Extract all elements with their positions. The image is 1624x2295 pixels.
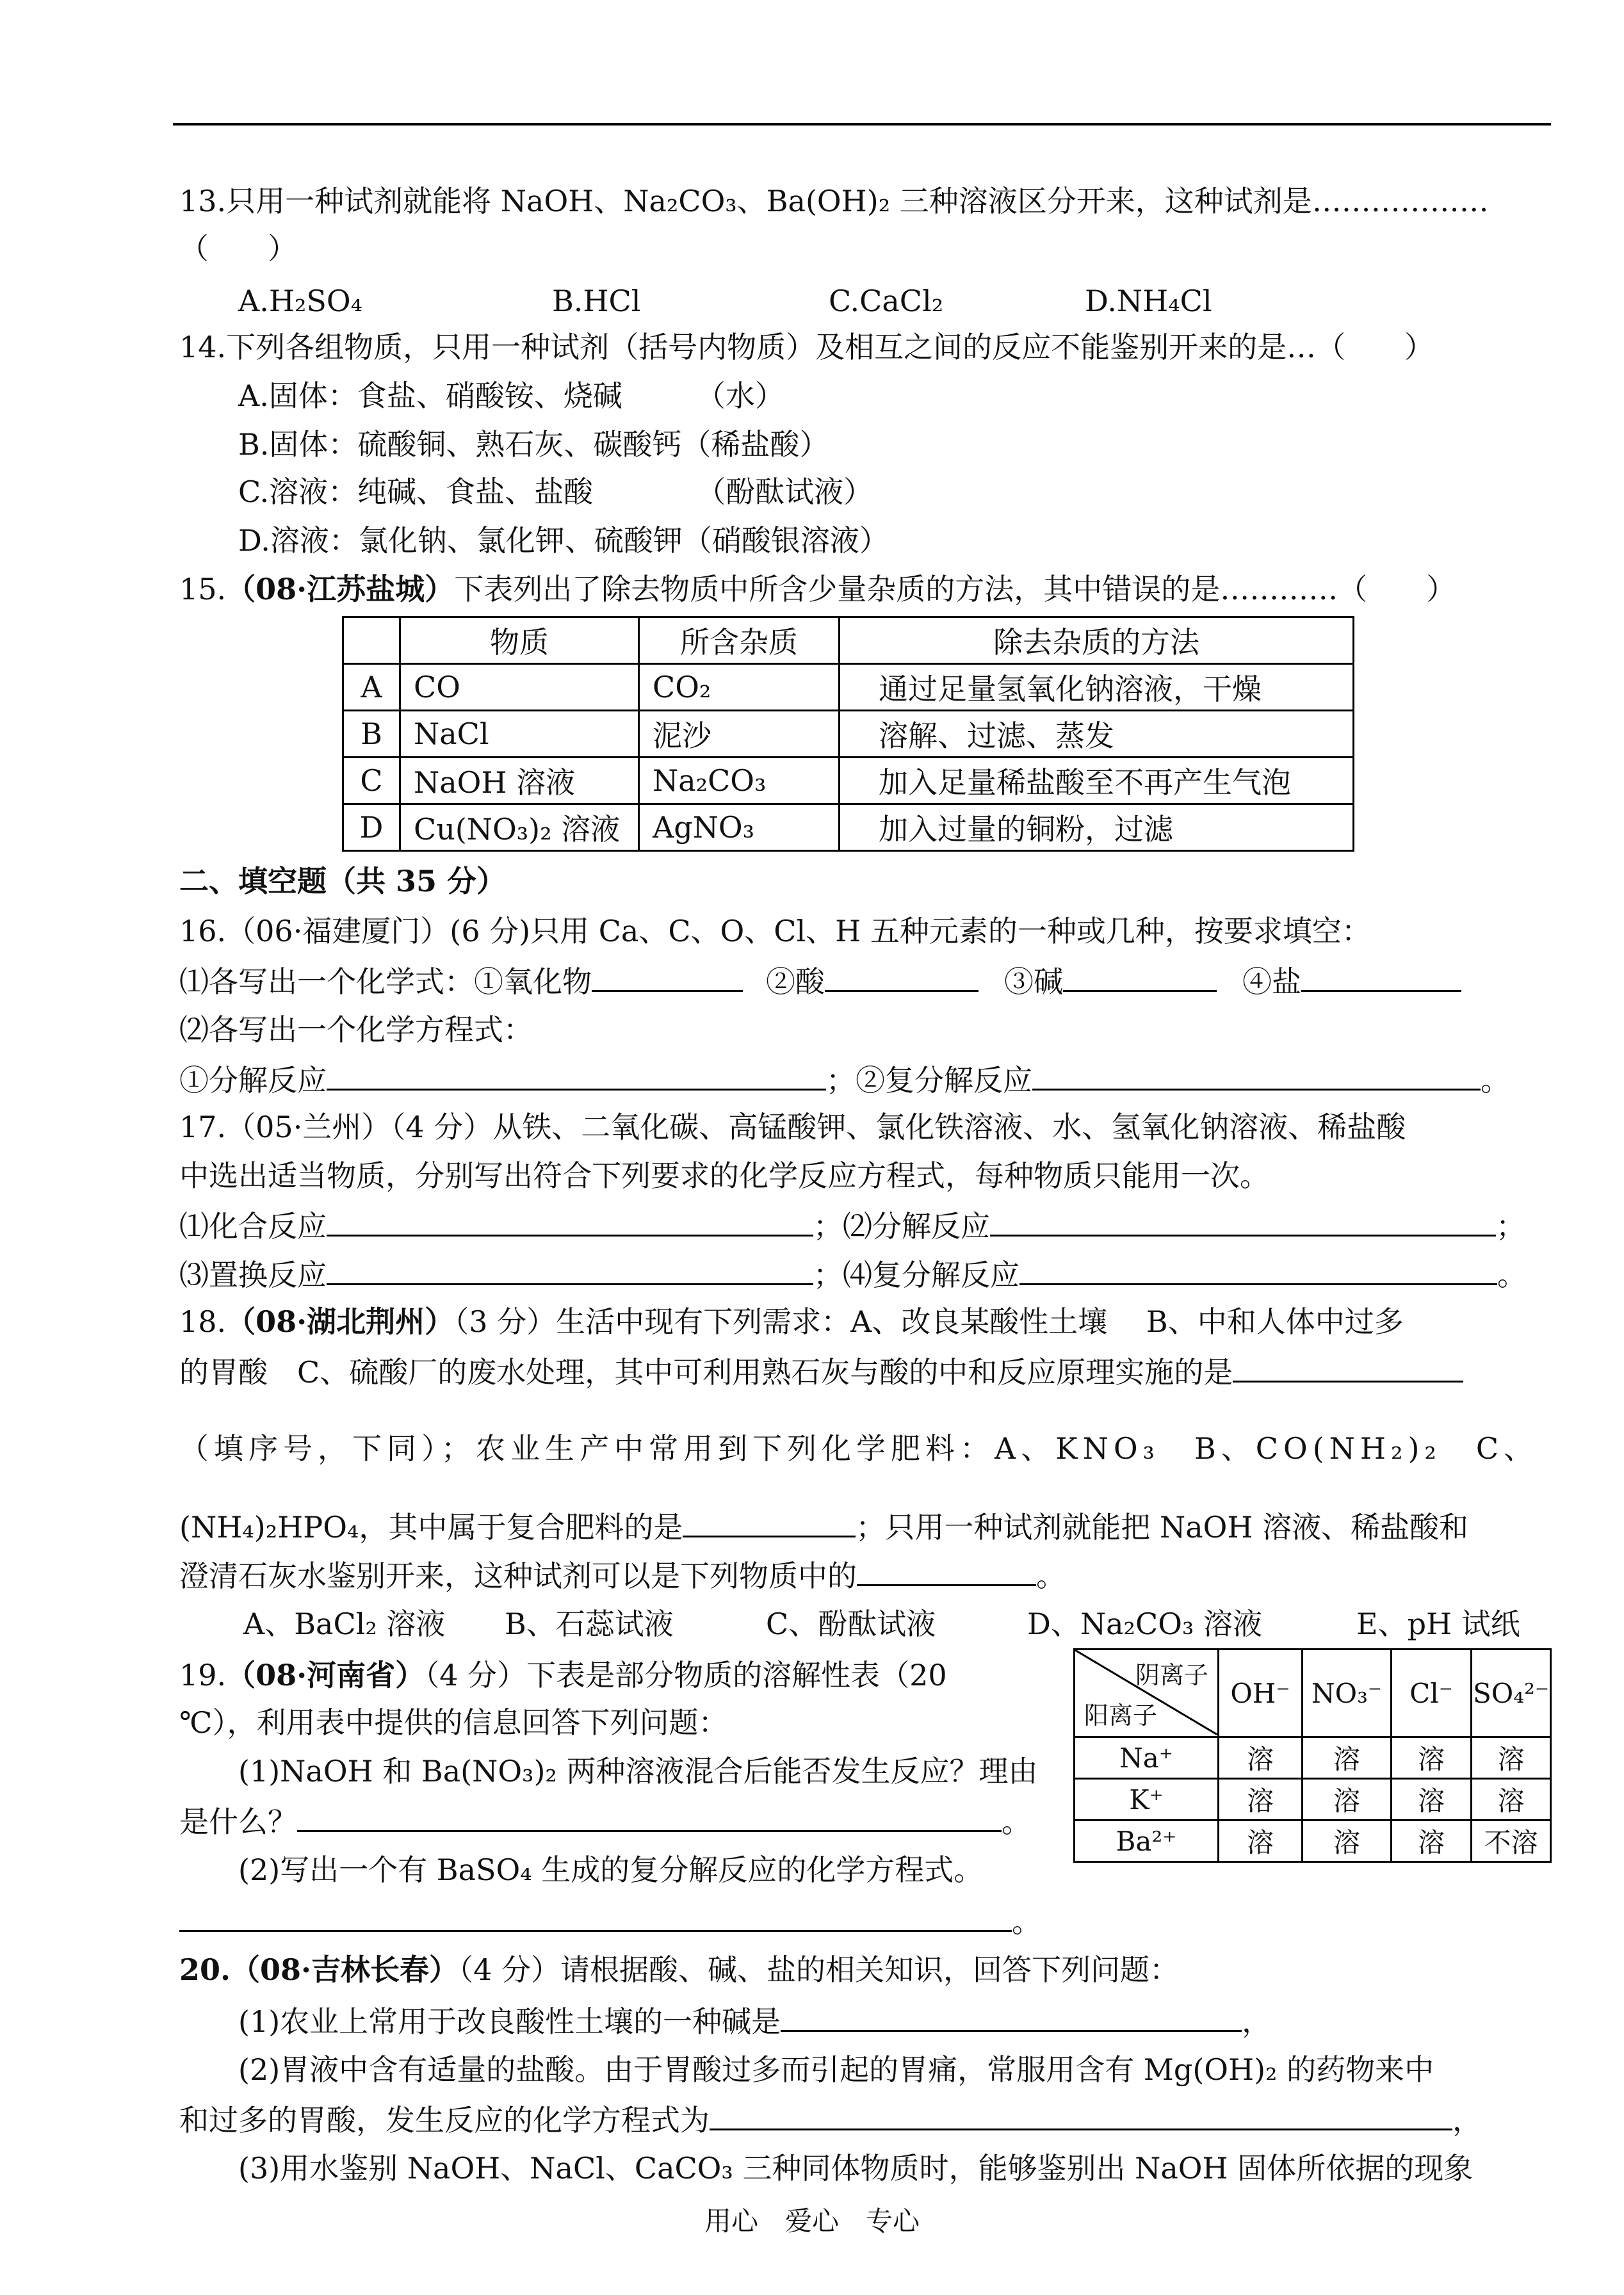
table-cell: 泥沙 <box>639 711 840 758</box>
q17-combination-label: ⑴化合反应 <box>179 1209 327 1244</box>
q17-line1: 17.（05·兰州）（4 分）从铁、二氧化碳、高锰酸钾、氯化铁溶液、水、氢氧化钠溶液、稀盐酸 <box>179 1110 1406 1144</box>
q16-end: 。 <box>1481 1063 1510 1098</box>
table-cell: NaCl <box>400 711 639 758</box>
answer-blank[interactable] <box>1301 961 1461 992</box>
answer-blank[interactable] <box>327 1254 813 1285</box>
table-cell: 溶 <box>1219 1821 1303 1862</box>
q18-option-e: E、pH 试纸 <box>1356 1607 1520 1641</box>
answer-blank[interactable] <box>990 1205 1496 1237</box>
q18-source: （08·湖北荆州） <box>226 1304 455 1339</box>
table-row <box>343 711 1354 758</box>
q19-line4-end: 。 <box>1002 1804 1031 1839</box>
table-header-cell: 除去杂质的方法 <box>840 617 1354 664</box>
q17-row1-end: ； <box>1496 1209 1525 1244</box>
header-rule <box>173 123 1551 126</box>
table-row <box>343 664 1354 711</box>
q16-line2 <box>179 961 1461 1001</box>
answer-blank[interactable] <box>781 2000 1242 2032</box>
q14-option-b: B.固体：硫酸铜、熟石灰、碳酸钙（稀盐酸） <box>238 427 829 462</box>
answer-blank[interactable] <box>327 1059 826 1091</box>
table-cell: Na₂CO₃ <box>639 758 840 804</box>
q20-line4-end: ， <box>1452 2103 1482 2137</box>
q20-line2 <box>238 2000 1271 2041</box>
q16-decomp-label: ①分解反应 <box>179 1063 327 1098</box>
q19-line5: (2)写出一个有 BaSO₄ 生成的复分解反应的化学方程式。 <box>238 1853 984 1887</box>
q18-option-c: C、酚酞试液 <box>766 1607 936 1641</box>
table-header-row <box>343 617 1354 664</box>
q20-source: （08·吉林长春） <box>231 1952 459 1987</box>
q19-line6-end: 。 <box>1012 1904 1041 1939</box>
answer-blank[interactable] <box>327 1205 813 1237</box>
table-cell: AgNO₃ <box>639 804 840 851</box>
q19-source: （08·河南省） <box>226 1658 425 1692</box>
q15-number: 15. <box>179 572 227 606</box>
page-footer: 用心 爱心 专心 <box>704 2205 920 2237</box>
q17-row2-end: 。 <box>1497 1258 1527 1292</box>
q16-line4 <box>179 1059 1510 1099</box>
table-cell: 溶 <box>1392 1737 1472 1779</box>
table-cell: 溶 <box>1472 1779 1551 1821</box>
table-cell: 加入过量的铜粉，过滤 <box>840 804 1354 851</box>
q16-item-oxide: ①氧化物 <box>474 964 592 999</box>
q18-text5: 澄清石灰水鉴别开来，这种试剂可以是下列物质中的 <box>179 1559 857 1593</box>
q16-label: ⑴各写出一个化学式： <box>179 964 474 999</box>
q13-option-b: B.HCl <box>552 284 641 318</box>
table-cell: B <box>343 711 400 758</box>
table-cell: CO₂ <box>639 664 840 711</box>
q19-text: （4 分）下表是部分物质的溶解性表（20 <box>425 1658 947 1692</box>
q13-option-d: D.NH₄Cl <box>1085 284 1212 318</box>
impurity-table <box>342 616 1354 852</box>
table-cell: CO <box>400 664 639 711</box>
section-title: 二、填空题（共 35 分） <box>179 864 507 898</box>
answer-blank[interactable] <box>710 2099 1452 2130</box>
anion-header: NO₃⁻ <box>1303 1650 1392 1737</box>
q16-item-acid: ②酸 <box>766 964 825 999</box>
q13-paren: （ ） <box>179 231 297 266</box>
q14-option-a: A.固体：食盐、硝酸铵、烧碱 （水） <box>238 378 784 413</box>
q13-option-a: A.H₂SO₄ <box>238 284 363 318</box>
q14-option-c: C.溶液：纯碱、食盐、盐酸 （酚酞试液） <box>238 474 873 509</box>
table-row <box>1075 1779 1551 1821</box>
table-cell: 溶解、过滤、蒸发 <box>840 711 1354 758</box>
q20-line2-end: ， <box>1242 2004 1272 2039</box>
table-row <box>343 804 1354 851</box>
table-cell: 溶 <box>1303 1821 1392 1862</box>
q19-line2: ℃），利用表中提供的信息回答下列问题： <box>179 1705 728 1740</box>
table-cell: 溶 <box>1303 1779 1392 1821</box>
q20-number: 20. <box>179 1952 231 1987</box>
table-cell: A <box>343 664 400 711</box>
solubility-table <box>1073 1648 1552 1863</box>
table-cell: 溶 <box>1392 1821 1472 1862</box>
answer-blank[interactable] <box>297 1801 1002 1832</box>
anion-header: OH⁻ <box>1219 1650 1303 1737</box>
anion-header: SO₄²⁻ <box>1472 1650 1551 1737</box>
q18-option-d: D、Na₂CO₃ 溶液 <box>1027 1607 1262 1641</box>
table-cell: 溶 <box>1303 1737 1392 1779</box>
q17-row1 <box>179 1205 1525 1245</box>
table-cell: 溶 <box>1219 1779 1303 1821</box>
q14-option-d: D.溶液：氯化钠、氯化钾、硫酸钾（硝酸银溶液） <box>238 523 889 558</box>
table-cell: D <box>343 804 400 851</box>
table-row <box>343 758 1354 804</box>
answer-blank[interactable] <box>825 961 978 992</box>
cation-cell: Na⁺ <box>1075 1737 1219 1779</box>
q18-line3: （填序号，下同）；农业生产中常用到下列化学肥料：A、KNO₃ B、CO(NH₂)₂ C、 <box>179 1431 1539 1466</box>
q18-line5-end: 。 <box>1036 1559 1066 1593</box>
answer-blank[interactable] <box>1019 1254 1497 1285</box>
table-cell: NaOH 溶液 <box>400 758 639 804</box>
q18-line4 <box>179 1506 1468 1546</box>
q20-line3: (2)胃液中含有适量的盐酸。由于胃酸过多而引起的胃痛，常服用含有 Mg(OH)₂ 的药物来中 <box>238 2052 1434 2087</box>
q19-line1 <box>179 1656 947 1694</box>
table-cell: 溶 <box>1472 1737 1551 1779</box>
table-cell: Cu(NO₃)₂ 溶液 <box>400 804 639 851</box>
q16-double-label: ；②复分解反应 <box>826 1063 1032 1098</box>
table-cell: 溶 <box>1219 1737 1303 1779</box>
table-header-row <box>1075 1650 1551 1737</box>
q18-text4a: (NH₄)₂HPO₄，其中属于复合肥料的是 <box>179 1510 683 1545</box>
answer-blank[interactable] <box>1032 1059 1481 1091</box>
table-cell: C <box>343 758 400 804</box>
q19-line6 <box>179 1901 1041 1941</box>
q18-option-a: A、BaCl₂ 溶液 <box>243 1607 446 1641</box>
anion-header: Cl⁻ <box>1392 1650 1472 1737</box>
q13-text: 13.只用一种试剂就能将 NaOH、Na₂CO₃、Ba(OH)₂ 三种溶液区分开来，这种试剂是……………… <box>179 184 1489 218</box>
table-cell: 不溶 <box>1472 1821 1551 1862</box>
q17-displacement-label: ⑶置换反应 <box>179 1258 327 1292</box>
q18-number: 18. <box>179 1304 227 1339</box>
table-cell: 溶 <box>1392 1779 1472 1821</box>
q16-line3: ⑵各写出一个化学方程式： <box>179 1012 533 1047</box>
answer-blank[interactable] <box>592 961 743 992</box>
q20-text4: 和过多的胃酸，发生反应的化学方程式为 <box>179 2103 710 2137</box>
answer-blank[interactable] <box>857 1555 1036 1586</box>
q18-line2 <box>179 1351 1463 1391</box>
q16-item-salt: ④盐 <box>1242 964 1301 999</box>
cation-cell: K⁺ <box>1075 1779 1219 1821</box>
answer-blank[interactable] <box>683 1506 856 1537</box>
q17-decomposition-label: ；⑵分解反应 <box>813 1209 990 1244</box>
q13-option-c: C.CaCl₂ <box>829 284 944 318</box>
answer-blank[interactable] <box>179 1901 1012 1932</box>
cation-label: 阳离子 <box>1084 1701 1158 1730</box>
q19-line3: (1)NaOH 和 Ba(NO₃)₂ 两种溶液混合后能否发生反应？理由 <box>238 1754 1038 1788</box>
table-header-cell <box>343 617 400 664</box>
q18-text2: 的胃酸 C、硫酸厂的废水处理，其中可利用熟石灰与酸的中和反应原理实施的是 <box>179 1355 1233 1390</box>
table-cell: 加入足量稀盐酸至不再产生气泡 <box>840 758 1354 804</box>
q20-line5: (3)用水鉴别 NaOH、NaCl、CaCO₃ 三种同体物质时，能够鉴别出 NaOH 固体所依据的现象 <box>238 2151 1474 2186</box>
q18-text: （3 分）生活中现有下列需求：A、改良某酸性土壤 B、中和人体中过多 <box>454 1304 1404 1339</box>
q17-row2 <box>179 1254 1527 1294</box>
q19-text4: 是什么？ <box>179 1804 297 1839</box>
q15-line <box>179 570 1456 608</box>
answer-blank[interactable] <box>1063 961 1217 992</box>
q20-text2: (1)农业上常用于改良酸性土壤的一种碱是 <box>238 2004 781 2039</box>
q20-line1 <box>179 1950 1179 1989</box>
table-header-cell: 所含杂质 <box>639 617 840 664</box>
q19-number: 19. <box>179 1658 227 1692</box>
q17-double-displacement-label: ；⑷复分解反应 <box>813 1258 1019 1292</box>
table-header-cell: 物质 <box>400 617 639 664</box>
diagonal-header-cell <box>1075 1650 1219 1737</box>
q18-line5 <box>179 1555 1066 1595</box>
q15-source: （08·江苏盐城） <box>226 572 455 606</box>
q16-item-base: ③碱 <box>1004 964 1063 999</box>
q20-line4 <box>179 2099 1482 2139</box>
cation-cell: Ba²⁺ <box>1075 1821 1219 1862</box>
q14-text: 14.下列各组物质，只用一种试剂（括号内物质）及相互之间的反应不能鉴别开来的是…（ ） <box>179 330 1434 364</box>
answer-blank[interactable] <box>1233 1351 1463 1383</box>
q15-text: 下表列出了除去物质中所含少量杂质的方法，其中错误的是…………（ ） <box>454 572 1456 606</box>
table-cell: 通过足量氢氧化钠溶液，干燥 <box>840 664 1354 711</box>
q17-line2: 中选出适当物质，分别写出符合下列要求的化学反应方程式，每种物质只能用一次。 <box>179 1158 1269 1193</box>
q16-line1: 16.（06·福建厦门）(6 分)只用 Ca、C、O、Cl、H 五种元素的一种或几种，按要求填空： <box>179 914 1371 948</box>
anion-label: 阴离子 <box>1135 1661 1208 1689</box>
q18-line1 <box>179 1302 1404 1341</box>
q18-option-b: B、石蕊试液 <box>505 1607 674 1641</box>
table-row <box>1075 1737 1551 1779</box>
q19-line4 <box>179 1801 1031 1841</box>
q18-text4b: ；只用一种试剂就能把 NaOH 溶液、稀盐酸和 <box>856 1510 1469 1545</box>
table-row <box>1075 1821 1551 1862</box>
q20-text: （4 分）请根据酸、碱、盐的相关知识，回答下列问题： <box>459 1952 1179 1987</box>
